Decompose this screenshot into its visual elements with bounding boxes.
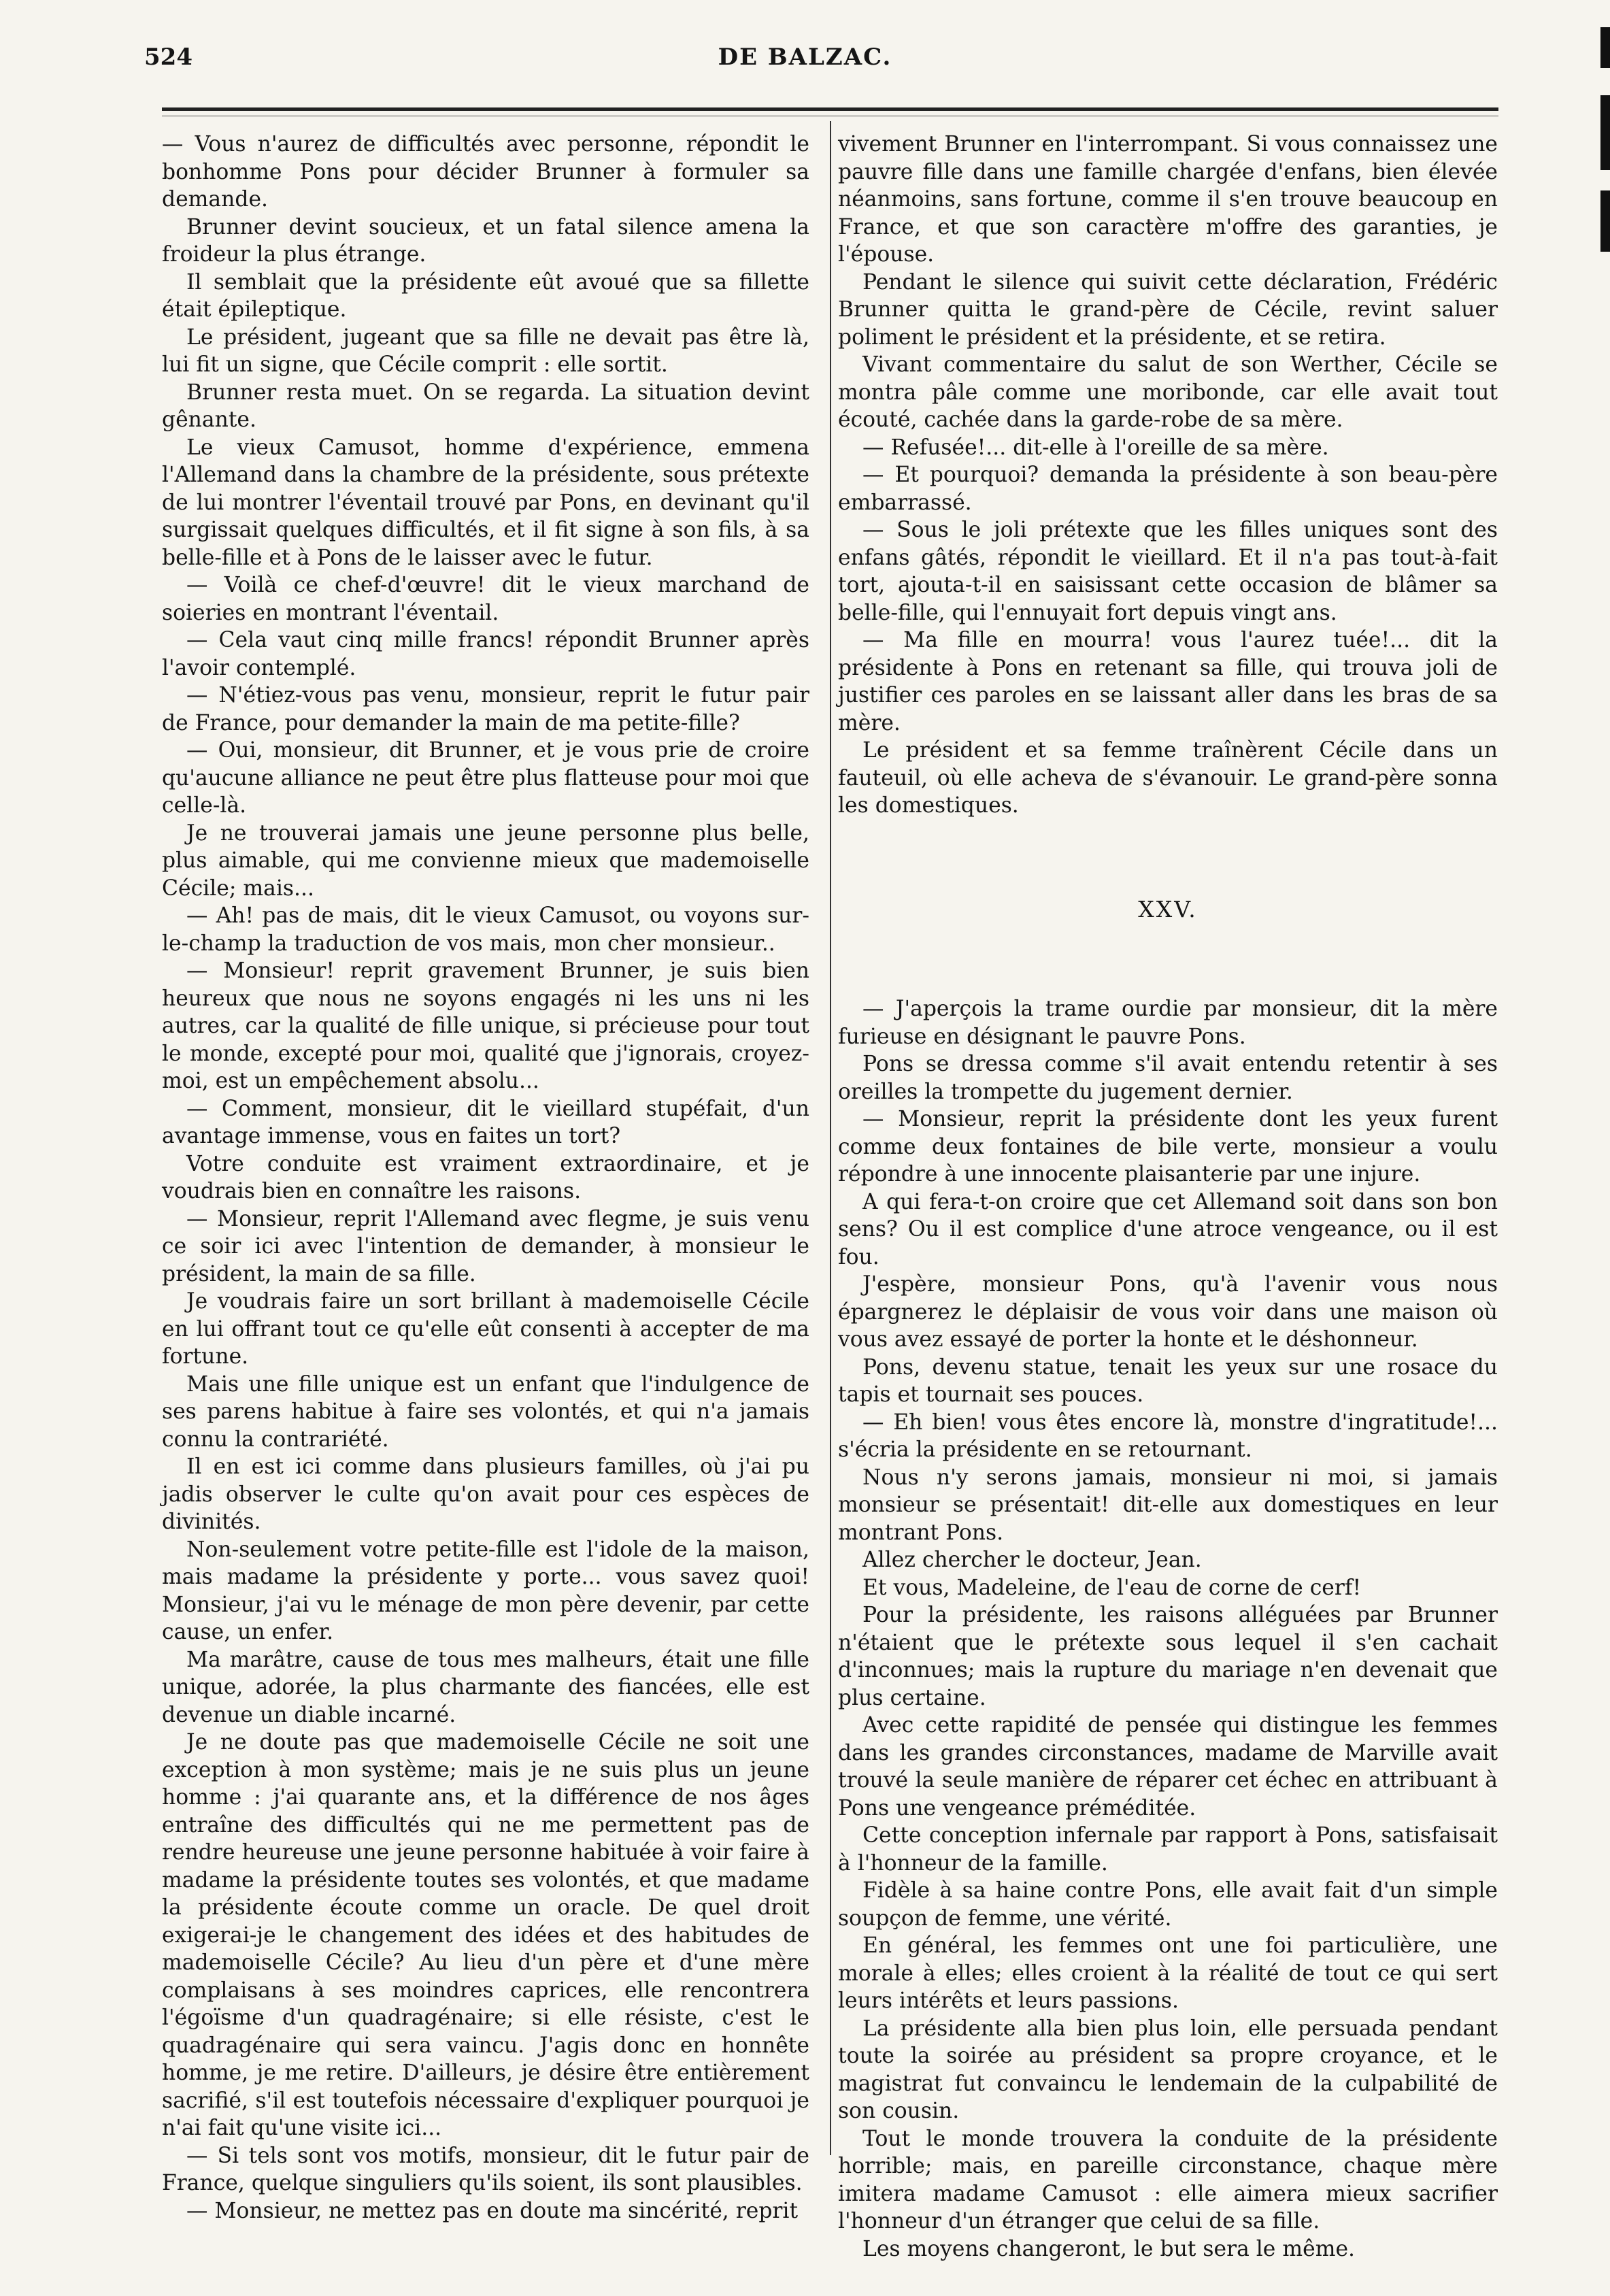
paragraph: Le président et sa femme traînèrent Cécile dans un fauteuil, où elle acheva de s'évanouir. Le grand-père sonna les domestiques. <box>838 738 1498 818</box>
column-divider <box>830 121 831 2155</box>
paragraph: Allez chercher le docteur, Jean. <box>862 1548 1202 1572</box>
paragraph: Cette conception infernale par rapport à Pons, satisfaisait à l'honneur de la famille. <box>838 1823 1498 1876</box>
paragraph: — Et pourquoi? demanda la présidente à son beau-père embarrassé. <box>838 463 1498 515</box>
paragraph: J'espère, monsieur Pons, qu'à l'avenir vous nous épargnerez le déplaisir de vous voir dans une maison où vous avez essayé de porter la honte et le déshonneur. <box>838 1272 1498 1352</box>
paragraph: Votre conduite est vraiment extraordinaire, et je voudrais bien en connaître les raisons. <box>162 1151 809 1203</box>
page-edge-mark <box>1600 27 1610 68</box>
paragraph: Et vous, Madeleine, de l'eau de corne de cerf! <box>862 1575 1362 1600</box>
right-column <box>838 131 1498 2263</box>
paragraph: — Sous le joli prétexte que les filles uniques sont des enfans gâtés, répondit le vieillard. Et il n'a pas tout-à-fait tort, ajouta-t-il en saisissant cette occasion de blâmer sa belle-fille, qui l'ennuyait fort depuis vingt ans. <box>838 518 1498 625</box>
paragraph: Non-seulement votre petite-fille est l'idole de la maison, mais madame la présidente y porte... vous savez quoi! Monsieur, j'ai vu le ménage de mon père devenir, par cette cause, un enfer. <box>162 1537 809 1644</box>
paragraph: Pons se dressa comme s'il avait entendu retentir à ses oreilles la trompette du jugement dernier. <box>838 1052 1498 1104</box>
paragraph: Le président, jugeant que sa fille ne devait pas être là, lui fit un signe, que Cécile comprit : elle sortit. <box>162 325 809 377</box>
paragraph: Fidèle à sa haine contre Pons, elle avait fait d'un simple soupçon de femme, une vérité. <box>838 1878 1498 1931</box>
paragraph: — N'étiez-vous pas venu, monsieur, reprit le futur pair de France, pour demander la main de ma petite-fille? <box>162 683 809 735</box>
paragraph: vivement Brunner en l'interrompant. Si vous connaissez une pauvre fille dans une famille chargée d'enfans, bien élevée néanmoins, sans fortune, comme il s'en trouve beaucoup en France, et que son caractère m'offre des garanties, je l'épouse. <box>838 132 1498 267</box>
paragraph: — Monsieur, reprit la présidente dont les yeux furent comme deux fontaines de bile verte, monsieur a voulu répondre à une innocente plaisanterie par une injure. <box>838 1107 1498 1186</box>
paragraph: Je voudrais faire un sort brillant à mademoiselle Cécile en lui offrant tout ce qu'elle eût consenti à accepter de ma fortune. <box>162 1289 809 1369</box>
paragraph: Vivant commentaire du salut de son Werther, Cécile se montra pâle comme une moribonde, car elle avait tout écouté, cachée dans la garde-robe de sa mère. <box>838 352 1498 432</box>
page-edge-mark <box>1600 95 1610 170</box>
paragraph: Il semblait que la présidente eût avoué que sa fillette était épileptique. <box>162 269 809 322</box>
paragraph: — Ah! pas de mais, dit le vieux Camusot, ou voyons sur-le-champ la traduction de vos mais, mon cher monsieur.. <box>162 903 809 956</box>
paragraph: Avec cette rapidité de pensée qui distingue les femmes dans les grandes circonstances, madame de Marville avait trouvé la seule manière de réparer cet échec en attribuant à Pons une vengeance préméditée. <box>838 1713 1498 1820</box>
paragraph: Tout le monde trouvera la conduite de la présidente horrible; mais, en pareille circonstance, chaque mère imitera madame Camusot : elle aimera mieux sacrifier l'honneur d'un étranger que celui de sa fille. <box>838 2126 1498 2233</box>
chapter-heading: XXV. <box>1138 895 1198 922</box>
paragraph: — Oui, monsieur, dit Brunner, et je vous prie de croire qu'aucune alliance ne peut être plus flatteuse pour moi que celle-là. <box>162 738 809 818</box>
paragraph: — Voilà ce chef-d'œuvre! dit le vieux marchand de soieries en montrant l'éventail. <box>162 573 809 625</box>
paragraph: — Vous n'aurez de difficultés avec personne, répondit le bonhomme Pons pour décider Brunner à formuler sa demande. <box>162 132 809 212</box>
page-edge-mark <box>1600 190 1610 252</box>
paragraph: En général, les femmes ont une foi particulière, une morale à elles; elles croient à la réalité de tout ce qui sert leurs intérêts et leurs passions. <box>838 1933 1498 2013</box>
page-number: 524 <box>144 44 192 71</box>
paragraph: — Monsieur! reprit gravement Brunner, je suis bien heureux que nous ne soyons engagés ni les uns ni les autres, car la qualité de fille unique, si précieuse pour tout le monde, excepté pour moi, qualité que j'ignorais, croyez-moi, est un empêchement absolu... <box>162 959 809 1093</box>
paragraph: Pons, devenu statue, tenait les yeux sur une rosace du tapis et tournait ses pouces. <box>838 1354 1498 1407</box>
paragraph: Nous n'y serons jamais, monsieur ni moi, si jamais monsieur se présentait! dit-elle aux domestiques en leur montrant Pons. <box>838 1465 1498 1545</box>
paragraph: La présidente alla bien plus loin, elle persuada pendant toute la soirée au président sa propre croyance, et le magistrat fut convaincu le lendemain de la culpabilité de son cousin. <box>838 2016 1498 2123</box>
paragraph: Je ne trouverai jamais une jeune personne plus belle, plus aimable, qui me convienne mieux que mademoiselle Cécile; mais... <box>162 820 809 901</box>
paragraph: Mais une fille unique est un enfant que l'indulgence de ses parens habitue à faire ses volontés, et qui n'a jamais connu la contrariété. <box>162 1371 809 1452</box>
paragraph: Il en est ici comme dans plusieurs familles, où j'ai pu jadis observer le culte qu'on avait pour ces espèces de divinités. <box>162 1454 809 1534</box>
paragraph: — Ma fille en mourra! vous l'aurez tuée!... dit la présidente à Pons en retenant sa fille, qui trouva joli de justifier ces paroles en se laissant aller dans les bras de sa mère. <box>838 628 1498 735</box>
paragraph: — Monsieur, reprit l'Allemand avec flegme, je suis venu ce soir ici avec l'intention de demander, à monsieur le président, la main de sa fille. <box>162 1206 809 1286</box>
paragraph: A qui fera-t-on croire que cet Allemand soit dans son bon sens? Ou il est complice d'une atroce vengeance, ou il est fou. <box>838 1189 1498 1269</box>
running-title: DE BALZAC. <box>718 44 892 71</box>
paragraph: Ma marâtre, cause de tous mes malheurs, était une fille unique, adorée, la plus charmante des fiancées, elle est devenue un diable incarné. <box>162 1647 809 1727</box>
paragraph: — Cela vaut cinq mille francs! répondit Brunner après l'avoir contemplé. <box>162 628 809 680</box>
paragraph: Brunner resta muet. On se regarda. La situation devint gênante. <box>162 380 809 432</box>
paragraph: — Monsieur, ne mettez pas en doute ma sincérité, reprit <box>186 2198 799 2223</box>
paragraph: Pour la présidente, les raisons alléguées par Brunner n'étaient que le prétexte sous lequel il s'en cachait d'inconnues; mais la rupture du mariage n'en devenait que plus certaine. <box>838 1603 1498 1710</box>
paragraph: — Comment, monsieur, dit le vieillard stupéfait, d'un avantage immense, vous en faites un tort? <box>162 1096 809 1148</box>
paragraph: — J'aperçois la trame ourdie par monsieur, dit la mère furieuse en désignant le pauvre Pons. <box>838 997 1498 1049</box>
paragraph: Les moyens changeront, le but sera le même. <box>862 2236 1356 2261</box>
paragraph: Brunner devint soucieux, et un fatal silence amena la froideur la plus étrange. <box>162 214 809 267</box>
paragraph: — Refusée!... dit-elle à l'oreille de sa mère. <box>862 435 1329 460</box>
paragraph: — Eh bien! vous êtes encore là, monstre d'ingratitude!... s'écria la présidente en se retournant. <box>838 1410 1498 1462</box>
paragraph: Je ne doute pas que mademoiselle Cécile ne soit une exception à mon système; mais je ne suis plus un jeune homme : j'ai quarante ans, et la différence de nos âges entraîne des difficultés qui ne me permettent pas de rendre heureuse une jeune personne habituée à voir faire à madame la présidente toutes ses volontés, et que madame la présidente écoute comme un oracle. De quel droit exigerai-je le changement des idées et des habitudes de mademoiselle Cécile? Au lieu d'un père et d'une mère complaisans à ses moindres caprices, elle rencontrera l'égoïsme d'un quadragénaire; si elle résiste, c'est le quadragénaire qui sera vaincu. J'agis donc en honnête homme, je me retire. D'ailleurs, je désire être entièrement sacrifié, s'il est toutefois nécessaire d'expliquer pourquoi je n'ai fait qu'une visite ici... <box>162 1730 809 2140</box>
paragraph: Pendant le silence qui suivit cette déclaration, Frédéric Brunner quitta le grand-père de Cécile, revint saluer poliment le président et la présidente, et se retira. <box>838 269 1498 350</box>
paragraph: Le vieux Camusot, homme d'expérience, emmena l'Allemand dans la chambre de la présidente, sous prétexte de lui montrer l'éventail trouvé par Pons, en devinant qu'il surgissait quelques difficultés, et il fit signe à son fils, à sa belle-fille et à Pons de le laisser avec le futur. <box>162 435 809 570</box>
header-rule <box>162 107 1498 111</box>
left-column <box>162 131 809 2225</box>
paragraph: — Si tels sont vos motifs, monsieur, dit le futur pair de France, quelque singuliers qu'ils soient, ils sont plausibles. <box>162 2143 809 2195</box>
